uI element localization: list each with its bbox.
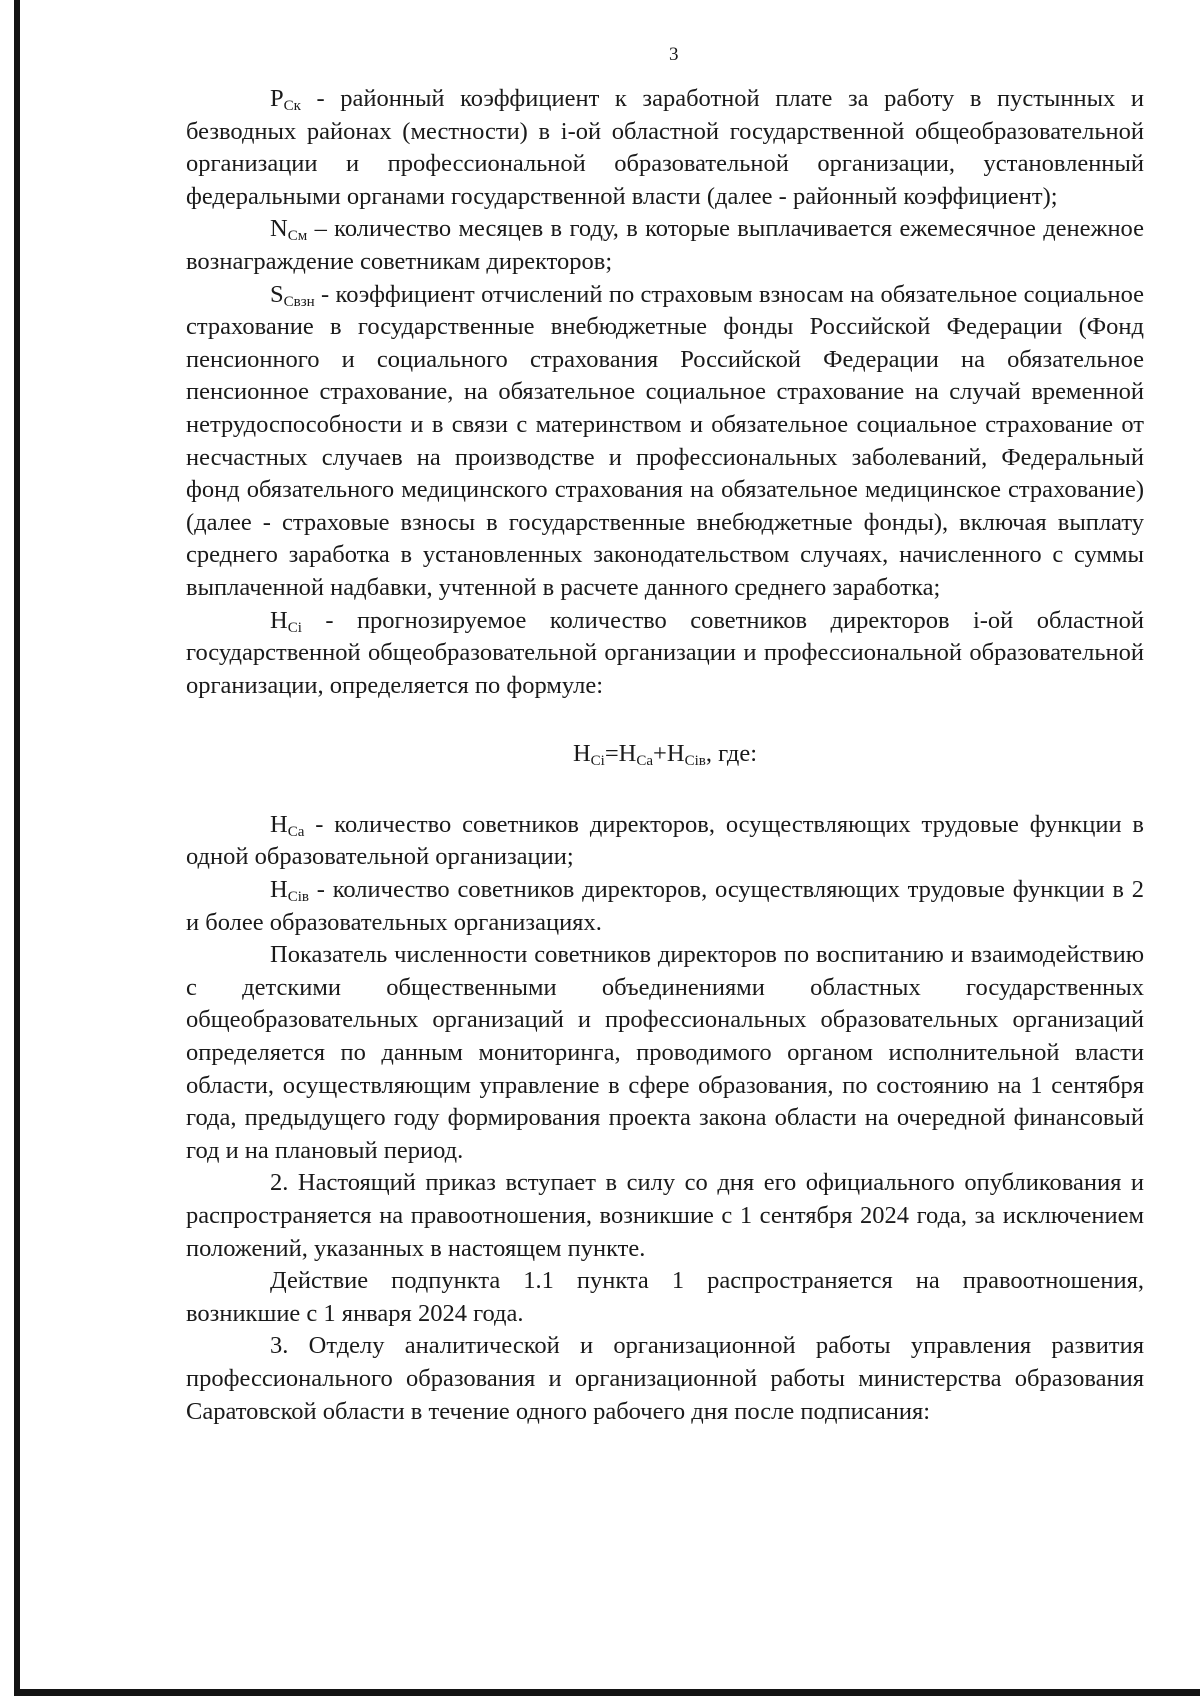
definition-paragraph: $Н_{Сi}$ - прогнозируемое количество советников директоров i-ой областной государственной общеобразовательной организации и профессиональной образовательной организации, определяется по формуле: xyxy=(186,606,1144,699)
paragraph: 2. Настоящий приказ вступает в силу со дня его официального опубликования и распространяется на правоотношения, возникшие с 1 сентября 2024 года, за исключением положений, указанных в настоящем пункте. xyxy=(186,1169,1144,1262)
paragraph: Действие подпункта 1.1 пункта 1 распространяется на правоотношения, возникшие с 1 января 2024 года. xyxy=(186,1267,1144,1327)
document-body xyxy=(186,83,1144,1428)
definition-paragraph: $N_{См}$ – количество месяцев в году, в которые выплачивается ежемесячное денежное вознаграждение советникам директоров; xyxy=(186,215,1144,275)
symbol: $Н_{Сiв}$ xyxy=(270,876,309,906)
paragraph: 3. Отделу аналитической и организационной работы управления развития профессионального образования и организационной работы министерства образования Саратовской области в течение одного рабочего дня после подписания: xyxy=(186,1332,1144,1425)
definition-paragraph: $Н_{Са}$ - количество советников директоров, осуществляющих трудовые функции в одной образовательной организации; xyxy=(186,810,1144,871)
page-left-edge xyxy=(14,0,20,1696)
page-bottom-edge xyxy=(14,1689,1200,1696)
symbol: $S_{Свзн}$ xyxy=(270,280,315,310)
definition-paragraph: $P_{Ск}$ - районный коэффициент к заработной плате за работу в пустынных и безводных районах (местности) в i-ой областной государственной общеобразовательной организации и профессиональной образовательной организации, установленный федеральными органами государственной власти (далее - районный коэффициент); xyxy=(186,85,1144,210)
definition-paragraph: $Н_{Сiв}$ - количество советников директоров, осуществляющих трудовые функции в 2 и более образовательных организациях. xyxy=(186,876,1144,936)
symbol: $P_{Ск}$ xyxy=(270,85,301,114)
symbol: $Н_{Са}$ xyxy=(270,810,305,840)
symbol: $Н_{Сi}$ xyxy=(270,606,302,636)
formula: $Н_{Сi}=Н_{Са}+Н_{Сiв}$, где: xyxy=(572,740,758,770)
page-number: 3 xyxy=(669,44,679,65)
paragraph: Показатель численности советников директоров по воспитанию и взаимодействию с детскими общественными объединениями областных государственных общеобразовательных организаций и профессиональных образовательных организаций определяется по данным мониторинга, проводимого органом исполнительной власти области, осуществляющим управление в сфере образования, по состоянию на 1 сентября года, предыдущего году формирования проекта закона области на очередной финансовый год и на плановый период. xyxy=(186,941,1144,1164)
symbol: $N_{См}$ xyxy=(270,215,308,245)
definition-paragraph: $S_{Свзн}$ - коэффициент отчислений по страховым взносам на обязательное социальное страхование в государственные внебюджетные фонды Российской Федерации (Фонд пенсионного и социального страхования Российской Федерации на обязательное пенсионное страхование, на обязательное социальное страхование на случай временной нетрудоспособности и в связи с материнством и обязательное социальное страхование от несчастных случаев на производстве и профессиональных заболеваний, Федеральный фонд обязательного медицинского страхования на обязательное медицинское страхование) (далее - страховые взносы в государственные внебюджетные фонды), включая выплату среднего заработка в установленных законодательством случаях, начисленного с суммы выплаченной надбавки, учтенной в расчете данного среднего заработка; xyxy=(186,280,1144,601)
